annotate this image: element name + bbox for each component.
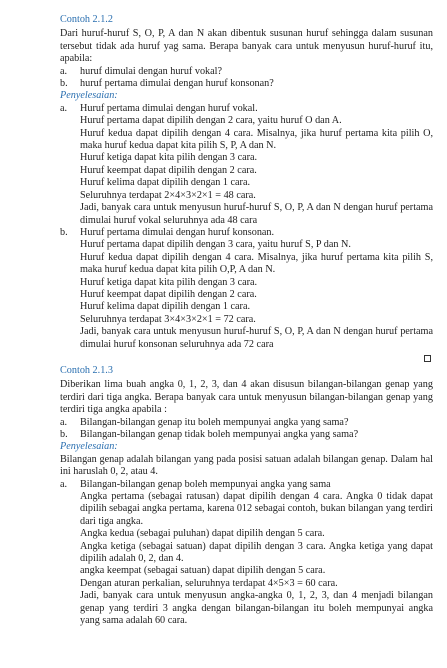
solution-line: Huruf kedua dapat dipilih dengan 4 cara. Misalnya, jika huruf pertama kita pilih O, maka huruf kedua dapat kita pilih S, P, A dan N. [80,127,433,152]
solution-line: Angka pertama (sebagai ratusan) dapat dipilih dengan 4 cara. Angka 0 tidak dapat dipilih sebagai angka pertama, karena 012 sebagai contoh, bukan bilangan yang terdiri dari tiga angka. [80,491,433,527]
solution-line: angka keempat (sebagai satuan) dapat dipilih dengan 5 cara. [80,565,326,577]
example-2-1-3 [60,365,433,628]
solution-line: Huruf pertama dapat dipilih dengan 3 cara, yaitu huruf S, P dan N. [80,239,351,251]
question-marker: a. [60,416,68,428]
question-item [60,417,433,429]
solution-line: Angka kedua (sebagai puluhan) dapat dipilih dengan 5 cara. [80,528,325,540]
question-item [60,78,433,90]
solution-line: Seluruhnya terdapat 2×4×3×2×1 = 48 cara. [80,189,256,201]
part-head: Huruf pertama dimulai dengan huruf vokal. [80,102,258,114]
solution-line: Huruf keempat dapat dipilih dengan 2 cara. [80,164,257,176]
solution-line: Seluruhnya terdapat 3×4×3×2×1 = 72 cara. [80,313,256,325]
part-head: Huruf pertama dimulai dengan huruf konsonan. [80,226,275,238]
solution-line: Jadi, banyak cara untuk menyusun angka-angka 0, 1, 2, 3, dan 4 menjadi bilangan genap yang terdiri 3 angka dengan bilangan-bilangan itu boleh mempunyai angka yang sama adalah 60 cara. [80,590,433,627]
solution-line: Huruf ketiga dapat kita pilih dengan 3 cara. [80,276,258,288]
solution-line: Huruf kelima dapat dipilih dengan 1 cara. [80,177,251,189]
solution-line: Huruf pertama dapat dipilih dengan 2 cara, yaitu huruf O dan A. [80,115,342,127]
solution-line: Huruf kelima dapat dipilih dengan 1 cara. [80,301,251,313]
solution-part-a [60,479,433,628]
part-marker: b. [60,226,68,238]
question-item [60,66,433,78]
solution-line: Huruf kedua dapat dipilih dengan 4 cara. Misalnya, jika huruf pertama kita pilih S, maka huruf kedua dapat kita pilih O,P, A dan N. [80,251,433,276]
question-marker: b. [60,78,68,90]
question-text: huruf dimulai dengan huruf vokal? [80,65,223,77]
solution-label: Penyelesaian: [60,441,118,453]
solution-line: Dengan aturan perkalian, seluruhnya terdapat 4×5×3 = 60 cara. [80,577,338,589]
example-2-1-2 [60,14,433,351]
end-of-example-mark [424,355,431,362]
solution-line: Huruf ketiga dapat kita pilih dengan 3 cara. [80,152,258,164]
example-title: Contoh 2.1.2 [60,14,113,25]
solution-preamble: Bilangan genap adalah bilangan yang pada posisi satuan adalah bilangan genap. Dalam hal ini haruslah 0, 2, atau 4. [60,453,433,478]
example-intro: Diberikan lima buah angka 0, 1, 2, 3, dan 4 akan disusun bilangan-bilangan genap yang terdiri dari tiga angka. Berapa banyak cara untuk menyusun bilangan-bilangan genap yang terdiri tiga angka apabila : [60,379,433,416]
part-head: Bilangan-bilangan genap boleh mempunyai angka yang sama [80,478,331,490]
question-text: Bilangan-bilangan genap itu boleh mempunyai angka yang sama? [80,416,349,428]
solution-part-a [60,103,433,227]
solution-label: Penyelesaian: [60,90,118,102]
part-marker: a. [60,102,68,114]
question-text: huruf pertama dimulai dengan huruf konsonan? [80,78,274,90]
part-marker: a. [60,478,68,490]
solution-line: Angka ketiga (sebagai satuan) dapat dipilih dengan 3 cara. Angka ketiga yang dapat dipilih adalah 0, 2, dan 4. [80,540,433,565]
solution-line: Jadi, banyak cara untuk menyusun huruf-huruf S, O, P, A dan N dengan huruf pertama dimulai huruf vokal seluruhnya ada 48 cara [80,202,433,226]
question-item [60,429,433,441]
solution-part-b [60,227,433,351]
question-text: Bilangan-bilangan genap tidak boleh mempunyai angka yang sama? [80,429,359,440]
solution-line: Huruf keempat dapat dipilih dengan 2 cara. [80,288,257,300]
example-title: Contoh 2.1.3 [60,364,113,376]
example-intro: Dari huruf-huruf S, O, P, A dan N akan dibentuk susunan huruf sehingga dalam susunan tersebut tidak ada huruf yag sama. Berapa banyak cara untuk menyusun huruf-huruf itu, apabila: [60,28,433,65]
question-marker: b. [60,429,68,440]
solution-line: Jadi, banyak cara untuk menyusun huruf-huruf S, O, P, A dan N dengan huruf pertama dimulai huruf konsonan seluruhnya ada 72 cara [80,326,433,350]
question-marker: a. [60,65,68,77]
